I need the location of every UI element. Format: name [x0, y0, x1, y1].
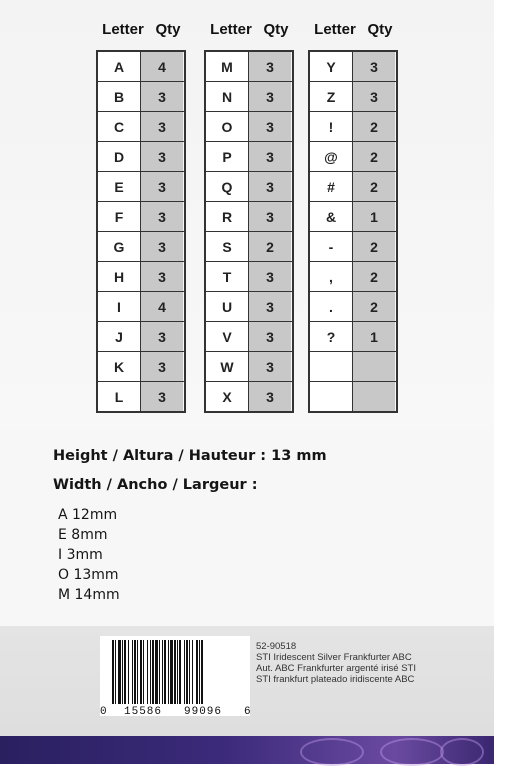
- qty-cell: 2: [353, 112, 395, 141]
- qty-cell: [353, 352, 395, 381]
- barcode-digits-right: 99096: [184, 706, 223, 718]
- table-row: [98, 172, 184, 202]
- table-row: [310, 172, 396, 202]
- table-row: [206, 262, 292, 292]
- table-row: [310, 292, 396, 322]
- qty-cell: 3: [249, 52, 291, 81]
- qty-cell: 3: [141, 82, 183, 111]
- barcode-icon: [110, 640, 238, 704]
- table-row: [206, 352, 292, 382]
- qty-cell: 3: [141, 382, 183, 411]
- letter-cell: H: [98, 262, 141, 291]
- letter-cell: Z: [310, 82, 353, 111]
- header-qty: Qty: [263, 20, 289, 38]
- table-row: [310, 142, 396, 172]
- qty-cell: 2: [353, 142, 395, 171]
- table-grid: [204, 50, 294, 413]
- qty-cell: 3: [249, 262, 291, 291]
- table-row: [206, 232, 292, 262]
- barcode-digits-left: 15586: [124, 706, 163, 718]
- letter-cell: O: [206, 112, 249, 141]
- letter-table-2: [204, 14, 294, 413]
- letter-cell: @: [310, 142, 353, 171]
- table-row: [310, 232, 396, 262]
- table-row: [206, 172, 292, 202]
- qty-cell: [353, 382, 395, 411]
- letter-cell: M: [206, 52, 249, 81]
- swirl-decoration-icon: [440, 738, 484, 766]
- height-line: Height / Altura / Hauteur : 13 mm: [53, 448, 327, 464]
- product-desc-fr: STI frankfurt plateado iridiscente ABC: [256, 674, 415, 685]
- header-qty: Qty: [155, 20, 181, 38]
- letter-cell: E: [98, 172, 141, 201]
- table-row: [310, 52, 396, 82]
- letter-table-3: [308, 14, 398, 413]
- table-row: [310, 82, 396, 112]
- qty-cell: 3: [249, 322, 291, 351]
- table-row: [310, 322, 396, 352]
- table-row: [206, 322, 292, 352]
- letter-cell: L: [98, 382, 141, 411]
- letter-cell: C: [98, 112, 141, 141]
- qty-cell: 3: [141, 322, 183, 351]
- letter-cell: [310, 382, 353, 411]
- header-letter: Letter: [210, 20, 252, 38]
- table-row: [98, 232, 184, 262]
- table-row: [206, 292, 292, 322]
- product-desc-en: STI Iridescent Silver Frankfurter ABC: [256, 652, 412, 663]
- dimensions-info: [53, 445, 327, 503]
- letter-cell: W: [206, 352, 249, 381]
- table-row: [98, 52, 184, 82]
- barcode-digit-last: 6: [244, 706, 251, 718]
- table-row: [310, 112, 396, 142]
- barcode-digit-first: 0: [100, 706, 107, 718]
- table-header: [308, 14, 398, 44]
- qty-cell: 4: [141, 292, 183, 321]
- width-item: E 8mm: [58, 527, 108, 543]
- table-row: [206, 382, 292, 411]
- letter-cell: T: [206, 262, 249, 291]
- package-purple-strip: [0, 736, 494, 764]
- table-row: [206, 82, 292, 112]
- qty-cell: 1: [353, 202, 395, 231]
- letter-cell: U: [206, 292, 249, 321]
- qty-cell: 3: [249, 382, 291, 411]
- qty-cell: 2: [353, 232, 395, 261]
- qty-cell: 3: [141, 232, 183, 261]
- table-row: [98, 142, 184, 172]
- header-qty: Qty: [367, 20, 393, 38]
- header-letter: Letter: [102, 20, 144, 38]
- product-info: [256, 641, 416, 685]
- header-letter: Letter: [314, 20, 356, 38]
- table-row: [98, 262, 184, 292]
- letter-cell: .: [310, 292, 353, 321]
- qty-cell: 3: [353, 52, 395, 81]
- qty-cell: 3: [249, 292, 291, 321]
- table-row: [98, 82, 184, 112]
- letter-cell: G: [98, 232, 141, 261]
- table-row: [98, 322, 184, 352]
- letter-cell: -: [310, 232, 353, 261]
- qty-cell: 3: [249, 112, 291, 141]
- swirl-decoration-icon: [300, 738, 364, 766]
- qty-cell: 4: [141, 52, 183, 81]
- qty-cell: 3: [249, 202, 291, 231]
- width-list: [58, 505, 120, 605]
- qty-cell: 3: [249, 172, 291, 201]
- letter-cell: N: [206, 82, 249, 111]
- qty-cell: 3: [141, 202, 183, 231]
- product-sku: 52-90518: [256, 641, 297, 652]
- letter-cell: #: [310, 172, 353, 201]
- letter-cell: [310, 352, 353, 381]
- letter-cell: K: [98, 352, 141, 381]
- letter-cell: S: [206, 232, 249, 261]
- width-item: I 3mm: [58, 547, 103, 563]
- table-row: [98, 202, 184, 232]
- qty-cell: 3: [141, 142, 183, 171]
- qty-cell: 2: [249, 232, 291, 261]
- width-item: A 12mm: [58, 507, 118, 523]
- table-row: [98, 112, 184, 142]
- qty-cell: 2: [353, 172, 395, 201]
- table-row: [98, 382, 184, 411]
- table-row: [310, 352, 396, 382]
- qty-cell: 3: [353, 82, 395, 111]
- qty-cell: 3: [141, 112, 183, 141]
- qty-cell: 3: [249, 352, 291, 381]
- letter-cell: ,: [310, 262, 353, 291]
- table-grid: [308, 50, 398, 413]
- qty-cell: 3: [141, 262, 183, 291]
- table-row: [98, 352, 184, 382]
- table-row: [310, 202, 396, 232]
- swirl-decoration-icon: [380, 738, 444, 766]
- width-line: Width / Ancho / Largeur :: [53, 477, 258, 493]
- table-grid: [96, 50, 186, 413]
- width-item: O 13mm: [58, 567, 119, 583]
- letter-cell: R: [206, 202, 249, 231]
- qty-cell: 1: [353, 322, 395, 351]
- qty-cell: 3: [141, 352, 183, 381]
- letter-cell: F: [98, 202, 141, 231]
- width-item: M 14mm: [58, 587, 120, 603]
- letter-cell: P: [206, 142, 249, 171]
- table-row: [206, 142, 292, 172]
- letter-cell: V: [206, 322, 249, 351]
- table-row: [98, 292, 184, 322]
- table-header: [96, 14, 186, 44]
- qty-cell: 3: [249, 82, 291, 111]
- table-row: [206, 202, 292, 232]
- letter-cell: X: [206, 382, 249, 411]
- letter-cell: &: [310, 202, 353, 231]
- table-row: [206, 112, 292, 142]
- qty-cell: 2: [353, 262, 395, 291]
- table-header: [204, 14, 294, 44]
- qty-cell: 2: [353, 292, 395, 321]
- letter-cell: I: [98, 292, 141, 321]
- table-row: [310, 382, 396, 411]
- table-row: [206, 52, 292, 82]
- qty-cell: 3: [141, 172, 183, 201]
- table-row: [310, 262, 396, 292]
- letter-cell: Q: [206, 172, 249, 201]
- qty-cell: 3: [249, 142, 291, 171]
- letter-cell: Y: [310, 52, 353, 81]
- letter-cell: A: [98, 52, 141, 81]
- letter-cell: !: [310, 112, 353, 141]
- product-desc-es: Aut. ABC Frankfurter argenté irisé STI: [256, 663, 416, 674]
- letter-cell: D: [98, 142, 141, 171]
- letter-cell: ?: [310, 322, 353, 351]
- letter-cell: J: [98, 322, 141, 351]
- letter-cell: B: [98, 82, 141, 111]
- letter-table-1: [96, 14, 186, 413]
